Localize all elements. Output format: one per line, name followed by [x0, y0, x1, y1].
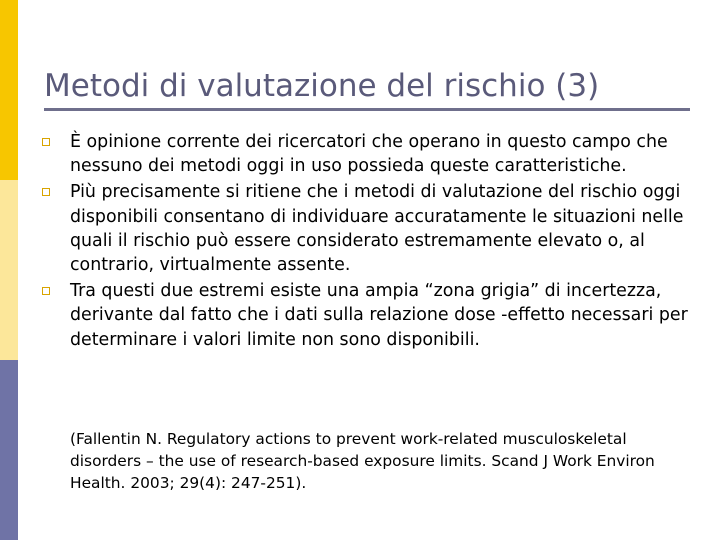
- bullet-text: Più precisamente si ritiene che i metodi di valutazione del rischio oggi disponibili consentano di individuare accuratamente le situazioni nelle quali il rischio può essere considerato estremamente elevato o, al contrario, virtualmente assente.: [70, 182, 684, 276]
- square-bullet-icon: [42, 188, 50, 196]
- bullet-text: È opinione corrente dei ricercatori che operano in questo campo che nessuno dei metodi oggi in uso possieda queste caratteristiche.: [70, 132, 668, 177]
- bullet-item: [40, 180, 690, 277]
- square-bullet-icon: [42, 138, 50, 146]
- bullet-list: [40, 130, 690, 354]
- slide-title: Metodi di valutazione del rischio (3): [44, 68, 600, 104]
- sidebar-color-bar: [0, 0, 18, 540]
- bullet-text: Tra questi due estremi esiste una ampia “zona grigia” di incertezza, derivante dal fatto che i dati sulla relazione dose -effetto necessari per determinare i valori limite non sono disponibili.: [70, 281, 688, 350]
- bullet-item: [40, 130, 690, 178]
- square-bullet-icon: [42, 287, 50, 295]
- sidebar-segment-purple: [0, 360, 18, 540]
- title-underline: [44, 108, 690, 111]
- bullet-item: [40, 279, 690, 352]
- citation: (Fallentin N. Regulatory actions to prevent work-related musculoskeletal disorders – the use of research-based exposure limits. Scand J Work Environ Health. 2003; 29(4): 247-251).: [70, 430, 655, 492]
- sidebar-segment-pale-yellow: [0, 180, 18, 360]
- sidebar-segment-yellow: [0, 0, 18, 180]
